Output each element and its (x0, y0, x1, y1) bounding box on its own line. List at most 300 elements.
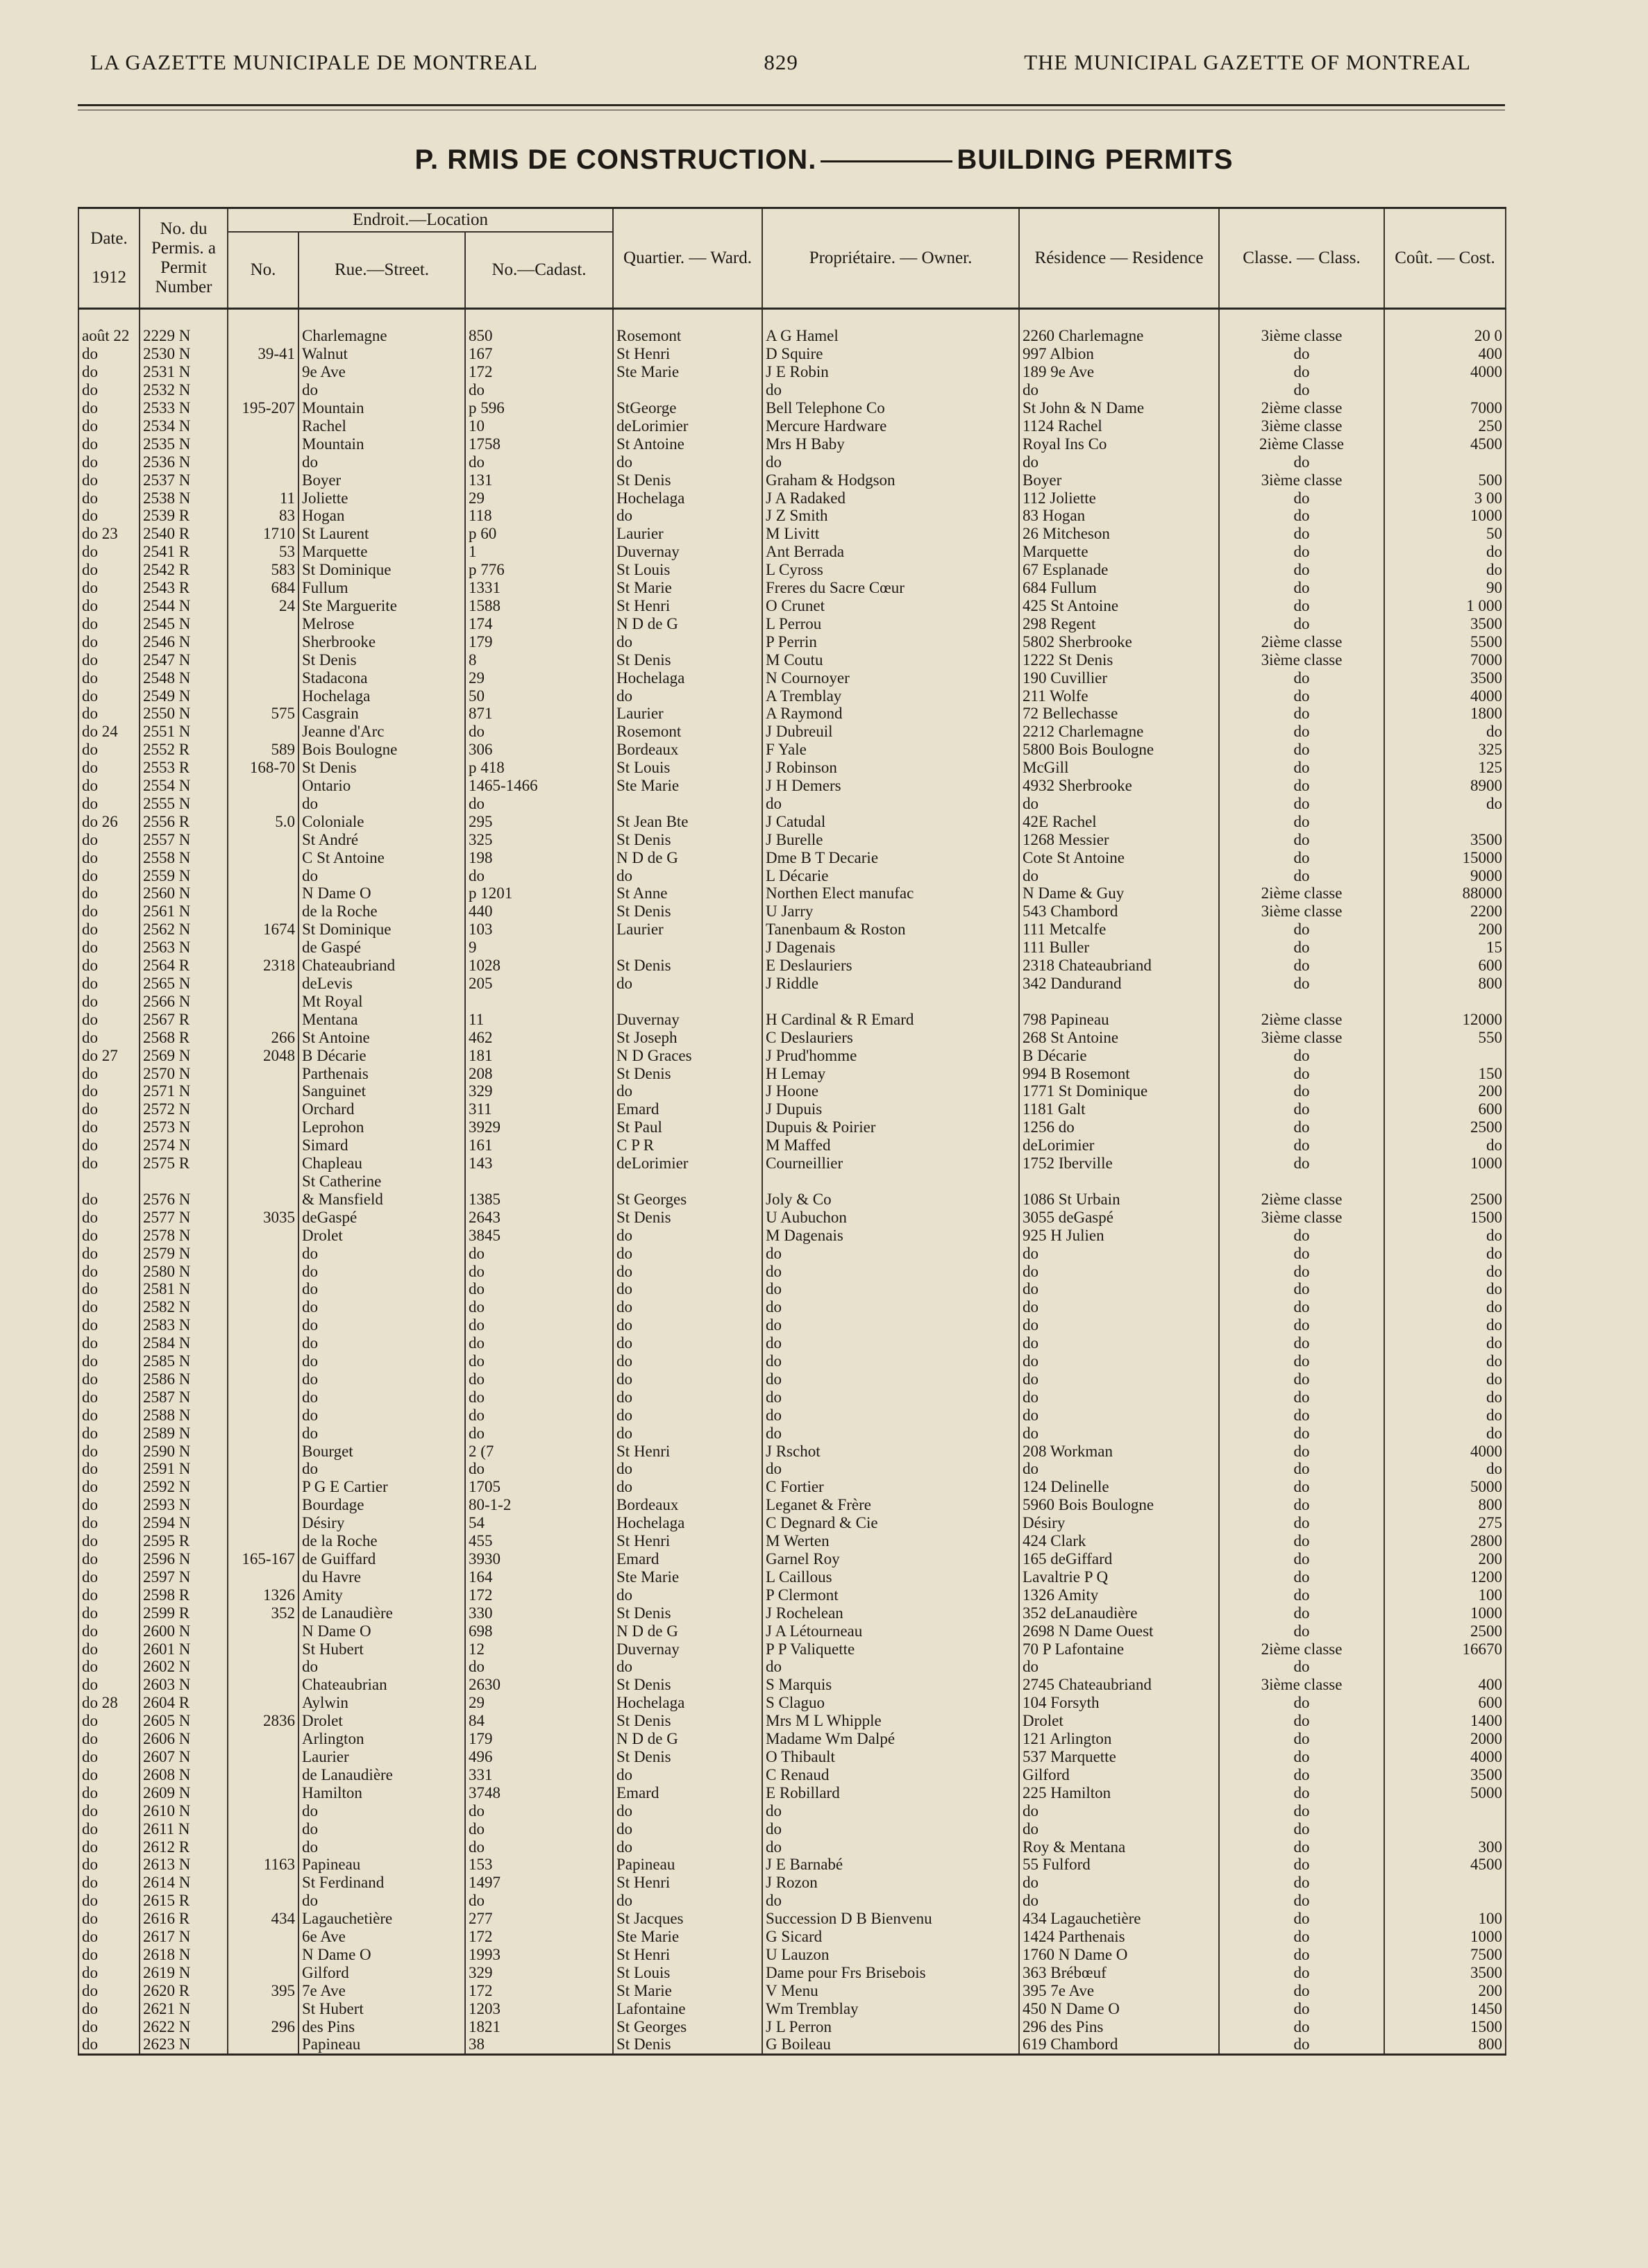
cell-civic-number (228, 777, 299, 795)
cell-civic-number (228, 831, 299, 849)
cell-residence: 124 Delinelle (1019, 1478, 1219, 1496)
cell-cost: 200 (1384, 1082, 1506, 1100)
cell-owner: Bell Telephone Co (762, 399, 1019, 417)
cell-civic-number: 168-70 (228, 759, 299, 777)
cell-ward (613, 939, 762, 957)
cell-date: do (78, 1568, 140, 1586)
cell-class: do (1219, 1550, 1384, 1568)
cell-cadastre: do (465, 1298, 613, 1316)
cell-cost: do (1384, 1227, 1506, 1245)
cell-permit-number: 2615 R (140, 1892, 228, 1910)
cell-civic-number (228, 327, 299, 345)
cell-cost: 100 (1384, 1910, 1506, 1928)
cell-class: 3ième classe (1219, 651, 1384, 669)
cell-permit-number: 2583 N (140, 1316, 228, 1334)
cell-cadastre: 3929 (465, 1118, 613, 1136)
cell-class: do (1219, 1532, 1384, 1550)
cell-owner: Northen Elect manufac (762, 884, 1019, 902)
cell-cost (1384, 453, 1506, 471)
cell-cost: 600 (1384, 1694, 1506, 1712)
cell-class: do (1219, 1443, 1384, 1461)
cell-date: do (78, 1082, 140, 1100)
cell-date: do (78, 687, 140, 705)
cell-class: do (1219, 1496, 1384, 1514)
cell-street: do (299, 867, 465, 885)
table-row (78, 615, 1506, 633)
cell-permit-number: 2588 N (140, 1406, 228, 1425)
cell-civic-number: 589 (228, 741, 299, 759)
cell-street: St Denis (299, 651, 465, 669)
cell-street: Rachel (299, 417, 465, 435)
cell-date: do (78, 1065, 140, 1083)
cell-ward: do (613, 1658, 762, 1676)
table-spacer (78, 308, 1506, 327)
cell-street: des Pins (299, 2018, 465, 2036)
cell-owner: M Maffed (762, 1136, 1019, 1154)
cell-residence (1019, 993, 1219, 1011)
cell-class: 2ième classe (1219, 1011, 1384, 1029)
cell-permit-number: 2551 N (140, 723, 228, 741)
table-row (78, 1334, 1506, 1352)
cell-street: Mountain (299, 399, 465, 417)
cell-permit-number: 2566 N (140, 993, 228, 1011)
cell-residence: do (1019, 1370, 1219, 1388)
cell-owner: U Lauzon (762, 1946, 1019, 1964)
table-row (78, 1982, 1506, 2000)
table-row (78, 1478, 1506, 1496)
cell-civic-number (228, 471, 299, 489)
cell-permit-number: 2557 N (140, 831, 228, 849)
cell-cadastre: 29 (465, 489, 613, 507)
cell-permit-number: 2607 N (140, 1748, 228, 1766)
cell-date: do (78, 741, 140, 759)
cell-cadastre: 2 (7 (465, 1443, 613, 1461)
cell-street: Ste Marguerite (299, 597, 465, 615)
cell-permit-number: 2622 N (140, 2018, 228, 2036)
cell-ward: do (613, 1298, 762, 1316)
cell-civic-number: 266 (228, 1029, 299, 1047)
cell-civic-number (228, 1352, 299, 1370)
cell-street: de Lanaudière (299, 1766, 465, 1784)
cell-street: St Dominique (299, 921, 465, 939)
cell-ward: do (613, 633, 762, 651)
cell-ward: Rosemont (613, 723, 762, 741)
cell-owner: J Robinson (762, 759, 1019, 777)
cell-street: do (299, 381, 465, 399)
cell-permit-number: 2555 N (140, 795, 228, 813)
cell-street: 6e Ave (299, 1928, 465, 1946)
cell-street: Mt Royal (299, 993, 465, 1011)
cell-street: Laurier (299, 1748, 465, 1766)
cell-residence: Boyer (1019, 471, 1219, 489)
cell-date: do (78, 633, 140, 651)
table-row (78, 1280, 1506, 1298)
cell-street: do (299, 1280, 465, 1298)
cell-cadastre: do (465, 453, 613, 471)
table-row (78, 633, 1506, 651)
cell-ward: Ste Marie (613, 363, 762, 381)
cell-class: do (1219, 1298, 1384, 1316)
cell-civic-number (228, 1227, 299, 1245)
cell-civic-number (228, 849, 299, 867)
cell-street: Chateaubrian (299, 1676, 465, 1694)
cell-owner: S Claguo (762, 1694, 1019, 1712)
cell-cost: do (1384, 543, 1506, 561)
cell-cadastre: 455 (465, 1532, 613, 1550)
cell-street: 7e Ave (299, 1982, 465, 2000)
cell-class: 3ième classe (1219, 1209, 1384, 1227)
cell-civic-number (228, 1622, 299, 1640)
cell-civic-number (228, 363, 299, 381)
cell-class: do (1219, 1460, 1384, 1478)
cell-residence: 67 Esplanade (1019, 561, 1219, 579)
cell-date: do (78, 453, 140, 471)
table-row (78, 993, 1506, 1011)
cell-civic-number (228, 902, 299, 921)
cell-class: do (1219, 615, 1384, 633)
cell-cadastre: 12 (465, 1640, 613, 1658)
cell-owner: do (762, 1352, 1019, 1370)
cell-owner: do (762, 453, 1019, 471)
cell-residence: 798 Papineau (1019, 1011, 1219, 1029)
table-row (78, 669, 1506, 687)
cell-ward: St Denis (613, 1065, 762, 1083)
table-row (78, 1460, 1506, 1478)
cell-cadastre: 103 (465, 921, 613, 939)
cell-cadastre: 698 (465, 1622, 613, 1640)
cell-owner: Ant Berrada (762, 543, 1019, 561)
cell-cost: 4500 (1384, 435, 1506, 453)
cell-civic-number (228, 1766, 299, 1784)
cell-residence: N Dame & Guy (1019, 884, 1219, 902)
cell-date: do (78, 1892, 140, 1910)
cell-permit-number: 2579 N (140, 1245, 228, 1263)
cell-civic-number (228, 1730, 299, 1748)
cell-date: do (78, 1118, 140, 1136)
table-row (78, 2000, 1506, 2018)
cell-class: do (1219, 705, 1384, 723)
cell-date: do (78, 1029, 140, 1047)
cell-ward: do (613, 1263, 762, 1281)
cell-ward: Emard (613, 1550, 762, 1568)
table-row (78, 1586, 1506, 1604)
cell-cost (1384, 1892, 1506, 1910)
cell-cost: 300 (1384, 1838, 1506, 1856)
cell-street: deLevis (299, 975, 465, 993)
cell-civic-number: 583 (228, 561, 299, 579)
cell-civic-number (228, 1820, 299, 1838)
cell-permit-number: 2597 N (140, 1568, 228, 1586)
cell-residence: do (1019, 1802, 1219, 1820)
cell-ward: do (613, 1334, 762, 1352)
cell-ward: do (613, 1586, 762, 1604)
cell-cadastre: do (465, 1406, 613, 1425)
cell-cost: 2500 (1384, 1622, 1506, 1640)
cell-date: do (78, 921, 140, 939)
table-row (78, 1766, 1506, 1784)
cell-date: do (78, 1730, 140, 1748)
cell-date: do (78, 777, 140, 795)
cell-date: do (78, 1658, 140, 1676)
cell-street: Marquette (299, 543, 465, 561)
cell-owner: M Dagenais (762, 1227, 1019, 1245)
cell-cost: 3500 (1384, 669, 1506, 687)
cell-civic-number: 575 (228, 705, 299, 723)
table-row (78, 1388, 1506, 1406)
cell-cadastre: 440 (465, 902, 613, 921)
cell-class: do (1219, 1280, 1384, 1298)
cell-class: 3ième classe (1219, 417, 1384, 435)
cell-date (78, 1173, 140, 1191)
cell-civic-number (228, 993, 299, 1011)
table-row (78, 381, 1506, 399)
cell-civic-number: 24 (228, 597, 299, 615)
cell-ward: Papineau (613, 1856, 762, 1874)
cell-street: do (299, 1406, 465, 1425)
cell-residence: Royal Ins Co (1019, 435, 1219, 453)
cell-owner: J E Robin (762, 363, 1019, 381)
cell-permit-number: 2533 N (140, 399, 228, 417)
cell-owner: J Rochelean (762, 1604, 1019, 1622)
cell-ward: St Georges (613, 1191, 762, 1209)
cell-date: do (78, 1136, 140, 1154)
cell-cadastre: 277 (465, 1910, 613, 1928)
table-row (78, 1676, 1506, 1694)
cell-cadastre: 331 (465, 1766, 613, 1784)
cell-civic-number (228, 1748, 299, 1766)
cell-cadastre: 179 (465, 633, 613, 651)
cell-civic-number (228, 1316, 299, 1334)
cell-class: do (1219, 1568, 1384, 1586)
cell-date: do (78, 975, 140, 993)
table-row (78, 1263, 1506, 1281)
cell-ward: St Denis (613, 1676, 762, 1694)
cell-class: do (1219, 1352, 1384, 1370)
table-row (78, 1892, 1506, 1910)
cell-residence: Drolet (1019, 1712, 1219, 1730)
cell-street: do (299, 1892, 465, 1910)
cell-civic-number: 1674 (228, 921, 299, 939)
cell-cadastre: 205 (465, 975, 613, 993)
cell-civic-number: 1710 (228, 525, 299, 543)
cell-permit-number: 2558 N (140, 849, 228, 867)
cell-owner: Freres du Sacre Cœur (762, 579, 1019, 597)
cell-cadastre: 496 (465, 1748, 613, 1766)
cell-residence: B Décarie (1019, 1047, 1219, 1065)
cell-cadastre: 1705 (465, 1478, 613, 1496)
cell-permit-number: 2565 N (140, 975, 228, 993)
cell-street: Papineau (299, 1856, 465, 1874)
cell-cost: 4000 (1384, 363, 1506, 381)
cell-ward: do (613, 1425, 762, 1443)
cell-owner: Mrs M L Whipple (762, 1712, 1019, 1730)
cell-date: do (78, 849, 140, 867)
cell-cadastre: 131 (465, 471, 613, 489)
cell-ward: N D de G (613, 1622, 762, 1640)
cell-class: do (1219, 1766, 1384, 1784)
cell-civic-number (228, 1838, 299, 1856)
cell-owner: Garnel Roy (762, 1550, 1019, 1568)
cell-civic-number: 1163 (228, 1856, 299, 1874)
cell-owner: J Burelle (762, 831, 1019, 849)
cell-residence: 450 N Dame O (1019, 2000, 1219, 2018)
cell-residence: deLorimier (1019, 1136, 1219, 1154)
cell-residence: 434 Lagauchetière (1019, 1910, 1219, 1928)
cell-street: N Dame O (299, 1946, 465, 1964)
cell-permit-number: 2598 R (140, 1586, 228, 1604)
table-row (78, 1173, 1506, 1191)
cell-permit-number: 2563 N (140, 939, 228, 957)
table-row (78, 902, 1506, 921)
cell-street: de Guiffard (299, 1550, 465, 1568)
cell-civic-number: 2836 (228, 1712, 299, 1730)
cell-civic-number (228, 1568, 299, 1586)
cell-class: do (1219, 345, 1384, 363)
cell-ward: St Henri (613, 345, 762, 363)
cell-street: do (299, 1388, 465, 1406)
cell-owner: Dupuis & Poirier (762, 1118, 1019, 1136)
col-residence: Résidence — Residence (1019, 208, 1219, 309)
cell-class: do (1219, 2018, 1384, 2036)
cell-permit-number: 2537 N (140, 471, 228, 489)
cell-street: St Ferdinand (299, 1874, 465, 1892)
table-row (78, 1874, 1506, 1892)
cell-owner: J Riddle (762, 975, 1019, 993)
cell-date: do (78, 884, 140, 902)
cell-ward: do (613, 687, 762, 705)
cell-permit-number: 2544 N (140, 597, 228, 615)
cell-permit-number: 2616 R (140, 1910, 228, 1928)
cell-class: do (1219, 453, 1384, 471)
cell-civic-number (228, 1784, 299, 1802)
cell-civic-number (228, 1263, 299, 1281)
cell-permit-number: 2612 R (140, 1838, 228, 1856)
table-row (78, 1191, 1506, 1209)
cell-owner: O Crunet (762, 597, 1019, 615)
cell-date: do (78, 651, 140, 669)
cell-cost: 200 (1384, 1982, 1506, 2000)
cell-class: 2ième classe (1219, 399, 1384, 417)
cell-civic-number (228, 417, 299, 435)
cell-ward: St Denis (613, 1604, 762, 1622)
cell-street: du Havre (299, 1568, 465, 1586)
cell-civic-number (228, 453, 299, 471)
cell-cadastre: p 776 (465, 561, 613, 579)
table-row (78, 363, 1506, 381)
cell-cost: 88000 (1384, 884, 1506, 902)
cell-street: do (299, 1352, 465, 1370)
cell-civic-number: 39-41 (228, 345, 299, 363)
cell-owner: do (762, 1334, 1019, 1352)
cell-cadastre: 54 (465, 1514, 613, 1532)
cell-permit-number: 2606 N (140, 1730, 228, 1748)
cell-date: do 23 (78, 525, 140, 543)
cell-residence: 268 St Antoine (1019, 1029, 1219, 1047)
cell-owner: G Boileau (762, 2035, 1019, 2054)
cell-civic-number (228, 1640, 299, 1658)
cell-street: Hochelaga (299, 687, 465, 705)
cell-cost: 1500 (1384, 2018, 1506, 2036)
cell-civic-number (228, 1118, 299, 1136)
cell-permit-number: 2620 R (140, 1982, 228, 2000)
col-cost: Coût. — Cost. (1384, 208, 1506, 309)
cell-residence: do (1019, 453, 1219, 471)
table-row (78, 2018, 1506, 2036)
table-row (78, 1227, 1506, 1245)
cell-cost: do (1384, 561, 1506, 579)
cell-date: do (78, 1245, 140, 1263)
cell-cadastre: 462 (465, 1029, 613, 1047)
cell-civic-number (228, 1406, 299, 1425)
cell-permit-number: 2572 N (140, 1100, 228, 1118)
cell-ward: St Henri (613, 597, 762, 615)
cell-permit-number: 2554 N (140, 777, 228, 795)
cell-ward: Hochelaga (613, 1514, 762, 1532)
cell-ward: Bordeaux (613, 1496, 762, 1514)
cell-street: & Mansfield (299, 1191, 465, 1209)
page-number: 829 (764, 50, 798, 74)
cell-civic-number: 2318 (228, 957, 299, 975)
cell-owner: C Fortier (762, 1478, 1019, 1496)
cell-ward: St Louis (613, 759, 762, 777)
cell-ward: Duvernay (613, 1640, 762, 1658)
cell-cost (1384, 1820, 1506, 1838)
cell-street: Walnut (299, 345, 465, 363)
cell-ward: Ste Marie (613, 777, 762, 795)
cell-residence: do (1019, 1280, 1219, 1298)
cell-civic-number (228, 2035, 299, 2054)
table-row (78, 1910, 1506, 1928)
cell-ward: Lafontaine (613, 2000, 762, 2018)
cell-permit-number: 2550 N (140, 705, 228, 723)
cell-date: do (78, 579, 140, 597)
cell-residence: do (1019, 1263, 1219, 1281)
cell-permit-number: 2617 N (140, 1928, 228, 1946)
cell-date: do (78, 1191, 140, 1209)
cell-street: St André (299, 831, 465, 849)
cell-permit-number: 2571 N (140, 1082, 228, 1100)
cell-class: do (1219, 1227, 1384, 1245)
cell-date: août 22 (78, 327, 140, 345)
table-body (78, 308, 1506, 2055)
cell-ward: do (613, 1892, 762, 1910)
cell-permit-number: 2545 N (140, 615, 228, 633)
cell-class: 2ième classe (1219, 1191, 1384, 1209)
cell-ward: St Louis (613, 1964, 762, 1982)
cell-date: do (78, 1334, 140, 1352)
cell-street: do (299, 1298, 465, 1316)
cell-civic-number: 684 (228, 579, 299, 597)
cell-civic-number (228, 1946, 299, 1964)
cell-cost: 3500 (1384, 615, 1506, 633)
table-row (78, 345, 1506, 363)
cell-cadastre: 295 (465, 813, 613, 831)
cell-cadastre: 871 (465, 705, 613, 723)
cell-permit-number: 2543 R (140, 579, 228, 597)
cell-street: de Gaspé (299, 939, 465, 957)
cell-street: Boyer (299, 471, 465, 489)
cell-cost: 1500 (1384, 1209, 1506, 1227)
cell-cadastre: 172 (465, 1586, 613, 1604)
cell-civic-number: 296 (228, 2018, 299, 2036)
cell-street: Désiry (299, 1514, 465, 1532)
cell-street: Drolet (299, 1712, 465, 1730)
cell-street: St Hubert (299, 2000, 465, 2018)
cell-class: do (1219, 921, 1384, 939)
cell-ward (613, 993, 762, 1011)
cell-street: do (299, 1334, 465, 1352)
cell-cost: 5000 (1384, 1478, 1506, 1496)
